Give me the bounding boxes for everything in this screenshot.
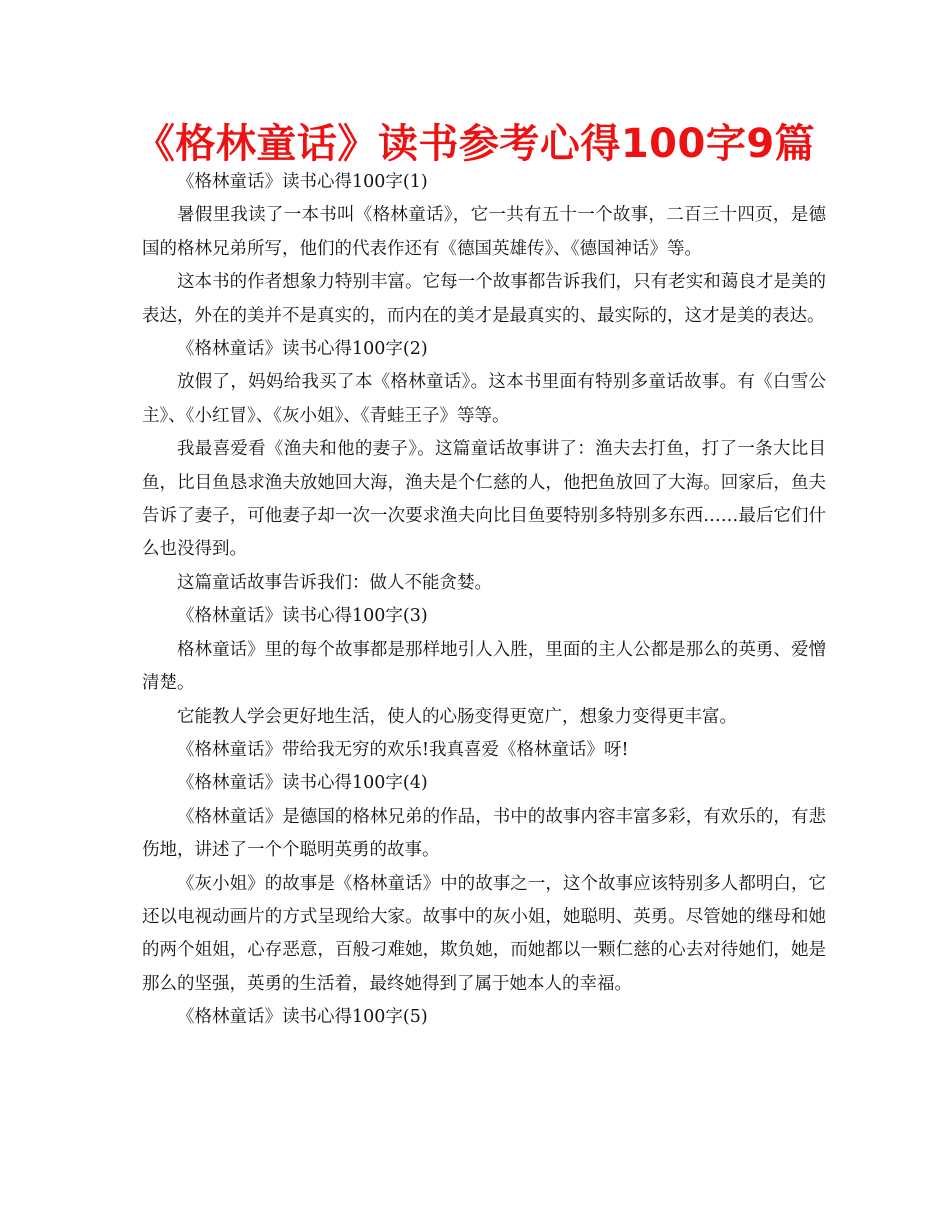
paragraph: 它能教人学会更好地生活，使人的心肠变得更宽广，想象力变得更丰富。 (177, 706, 737, 727)
document-body (142, 166, 826, 1035)
section-heading-1: 《格林童话》读书心得100字(1) (177, 172, 428, 192)
paragraph: 放假了，妈妈给我买了本《格林童话》。这本书里面有特别多童话故事。有《白雪公主》、《小红冒》、《灰小姐》、《青蛙王子》等等。 (142, 372, 826, 426)
section-heading-3: 《格林童话》读书心得100字(3) (177, 606, 428, 627)
paragraph: 《灰小姐》的故事是《格林童话》中的故事之一，这个故事应该特别多人都明白，它还以电视动画片的方式呈现给大家。故事中的灰小姐，她聪明、英勇。尽管她的继母和她的两个姐姐，心存恶意，百般刁难她，欺负她，而她都以一颗仁慈的心去对待她们，她是那么的坚强，英勇的生活着，最终她得到了属于她本人的幸福。 (142, 873, 826, 994)
section-heading-2: 《格林童话》读书心得100字(2) (177, 339, 428, 360)
document-title: 《格林童话》读书参考心得100字9篇 (134, 121, 816, 167)
paragraph: 《格林童话》带给我无穷的欢乐!我真喜爱《格林童话》呀! (177, 739, 629, 760)
paragraph: 这篇童话故事告诉我们：做人不能贪婪。 (177, 572, 492, 593)
paragraph: 《格林童话》是德国的格林兄弟的作品，书中的故事内容丰富多彩，有欢乐的，有悲伤地，讲述了一个个聪明英勇的故事。 (142, 806, 826, 861)
paragraph: 这本书的作者想象力特别丰富。它每一个故事都告诉我们，只有老实和蔼良才是美的表达，外在的美并不是真实的，而内在的美才是最真实的、最实际的，这才是美的表达。 (142, 272, 826, 326)
paragraph: 格林童话》里的每个故事都是那样地引人入胜，里面的主人公都是那么的英勇、爱憎清楚。 (142, 639, 826, 694)
paragraph: 暑假里我读了一本书叫《格林童话》，它一共有五十一个故事，二百三十四页，是德国的格林兄弟所写，他们的代表作还有《德国英雄传》、《德国神话》等。 (142, 205, 826, 259)
section-heading-5: 《格林童话》读书心得100字(5) (177, 1007, 428, 1028)
paragraph: 我最喜爱看《渔夫和他的妻子》。这篇童话故事讲了：渔夫去打鱼，打了一条大比目鱼，比目鱼恳求渔夫放她回大海，渔夫是个仁慈的人，他把鱼放回了大海。回家后，鱼夫告诉了妻子，可他妻子却一次一次要求渔夫向比目鱼要特别多特别多东西……最后它们什么也没得到。 (142, 439, 826, 560)
section-heading-4: 《格林童话》读书心得100字(4) (177, 773, 428, 794)
